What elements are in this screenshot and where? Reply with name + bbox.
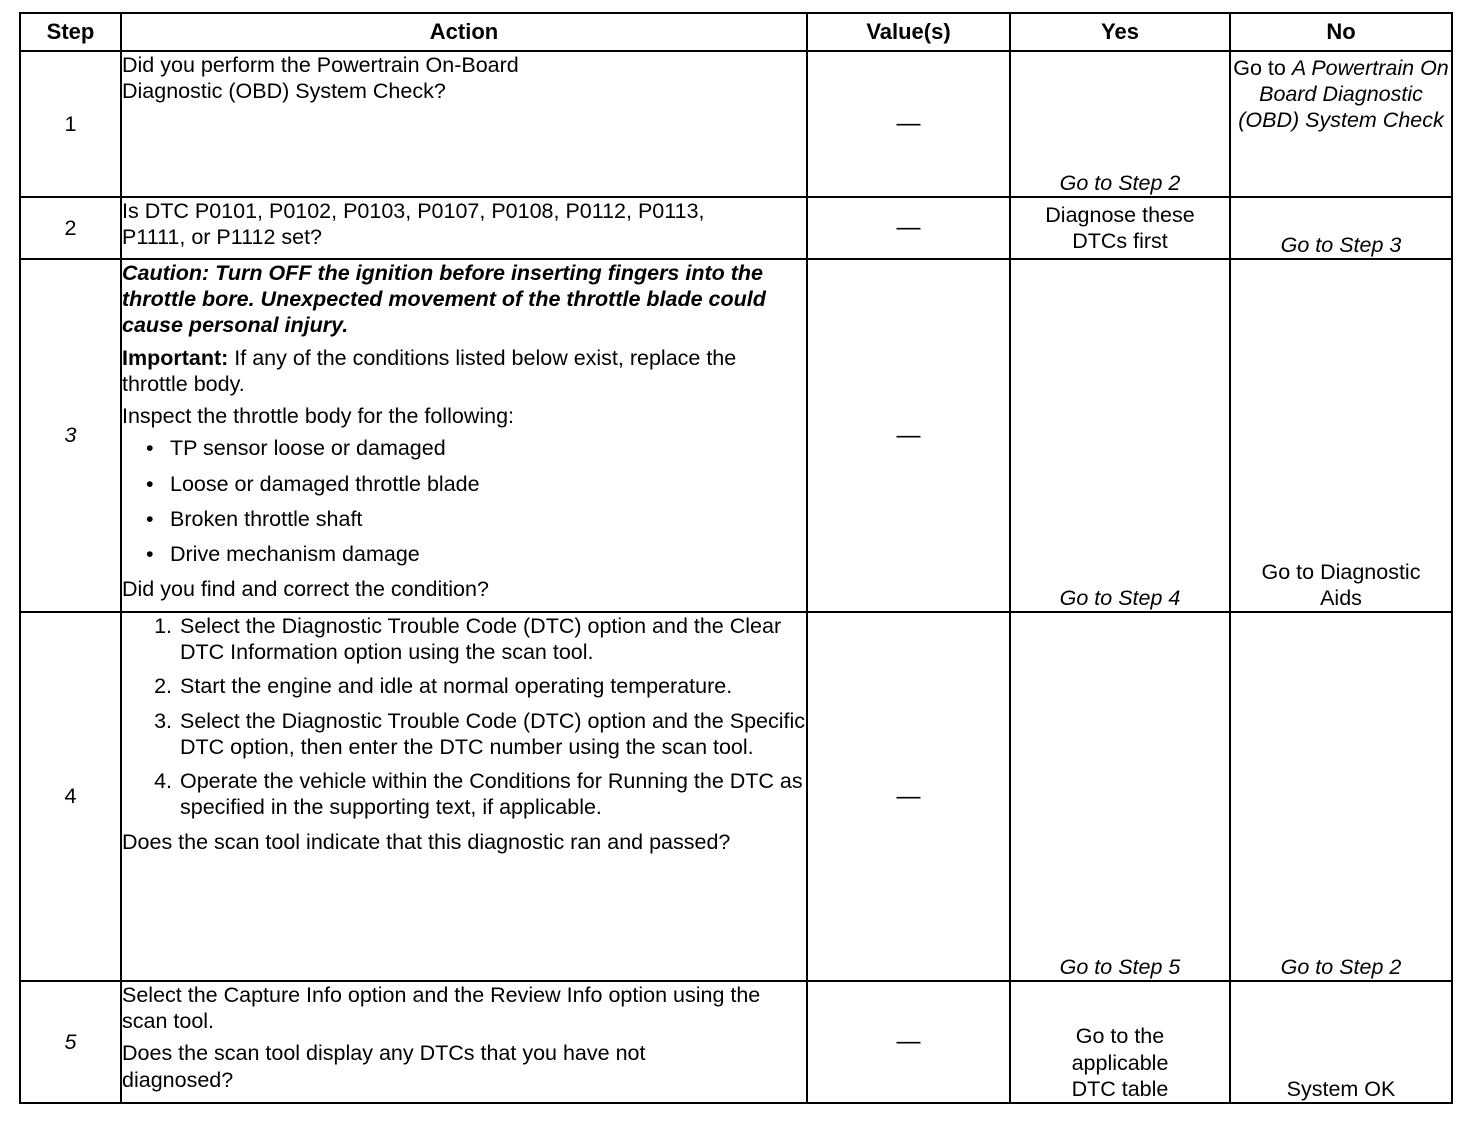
no-cell (1230, 612, 1452, 981)
list-item: • TP sensor loose or damaged (146, 435, 806, 461)
diagnostic-table (19, 12, 1453, 1104)
action-cell (121, 51, 807, 197)
list-item: 1. Select the Diagnostic Trouble Code (DTC) option and the Clear DTC Information option using the scan tool. (178, 613, 806, 665)
important-text: If any of the conditions listed below exist, replace the throttle body. (122, 345, 737, 396)
yes-text: Diagnose these DTCs first (1045, 203, 1195, 254)
yes-link[interactable]: Go to Step 4 (1059, 585, 1181, 610)
header-step: Step (20, 13, 121, 51)
inspect-text: Inspect the throttle body for the following: (122, 404, 515, 429)
no-link[interactable]: A Powertrain On Board Diagnostic (OBD) System Check (1238, 56, 1449, 133)
action-cell (121, 259, 807, 612)
no-cell (1230, 197, 1452, 259)
no-link[interactable]: Go to Diagnostic Aids (1261, 559, 1421, 610)
value-cell: — (807, 197, 1010, 259)
caution-text: Caution: Turn OFF the ignition before inserting fingers into the throttle bore. Unexpected movement of the throttle blade could cause personal injury. (122, 261, 766, 338)
table-row (20, 259, 1452, 612)
important-note (122, 345, 806, 397)
no-link[interactable]: Go to Step 3 (1280, 232, 1402, 257)
no-cell (1230, 259, 1452, 612)
action-text: Did you perform the Powertrain On-Board Diagnostic (OBD) System Check? (122, 53, 519, 104)
list-item: 3. Select the Diagnostic Trouble Code (DTC) option and the Specific DTC option, then enter the DTC number using the scan tool. (178, 708, 806, 760)
important-label: Important: (122, 345, 229, 370)
no-cell (1230, 981, 1452, 1103)
step-number: 3 (20, 259, 121, 612)
yes-cell (1010, 259, 1230, 612)
no-text: System OK (1286, 1076, 1396, 1101)
action-cell (121, 981, 807, 1103)
yes-cell (1010, 612, 1230, 981)
header-action: Action (121, 13, 807, 51)
question-text: Does the scan tool indicate that this diagnostic ran and passed? (122, 829, 731, 854)
procedure-list (122, 613, 806, 821)
list-item: 2. Start the engine and idle at normal operating temperature. (178, 673, 806, 699)
table-row (20, 981, 1452, 1103)
list-item: • Drive mechanism damage (146, 541, 806, 567)
yes-link[interactable]: Go to Step 5 (1059, 954, 1181, 979)
value-cell: — (807, 259, 1010, 612)
header-row (20, 13, 1452, 51)
yes-cell (1010, 197, 1230, 259)
action-cell (121, 612, 807, 981)
table-row (20, 612, 1452, 981)
no-prefix: Go to (1233, 56, 1292, 80)
value-cell: — (807, 612, 1010, 981)
step-number: 2 (20, 197, 121, 259)
value-cell: — (807, 51, 1010, 197)
yes-link[interactable]: Go to Step 2 (1059, 170, 1181, 195)
header-yes: Yes (1010, 13, 1230, 51)
value-cell: — (807, 981, 1010, 1103)
header-no: No (1230, 13, 1452, 51)
list-item: 4. Operate the vehicle within the Conditions for Running the DTC as specified in the supporting text, if applicable. (178, 768, 806, 820)
action-text: Is DTC P0101, P0102, P0103, P0107, P0108, P0112, P0113, P1111, or P1112 set? (122, 199, 705, 250)
question-text: Does the scan tool display any DTCs that you have not diagnosed? (122, 1041, 646, 1092)
step-number: 5 (20, 981, 121, 1103)
list-item: • Broken throttle shaft (146, 506, 806, 532)
question-text: Did you find and correct the condition? (122, 577, 489, 602)
no-link[interactable]: Go to Step 2 (1280, 954, 1402, 979)
yes-cell (1010, 981, 1230, 1103)
action-text: Select the Capture Info option and the Review Info option using the scan tool. (122, 983, 761, 1034)
header-values: Value(s) (807, 13, 1010, 51)
step-number: 1 (20, 51, 121, 197)
yes-cell (1010, 51, 1230, 197)
step-number: 4 (20, 612, 121, 981)
yes-text: Go to the applicable DTC table (1071, 1024, 1169, 1101)
inspection-list (122, 435, 806, 567)
table-row (20, 197, 1452, 259)
table-row (20, 51, 1452, 197)
list-item: • Loose or damaged throttle blade (146, 471, 806, 497)
no-cell (1230, 51, 1452, 197)
action-cell (121, 197, 807, 259)
